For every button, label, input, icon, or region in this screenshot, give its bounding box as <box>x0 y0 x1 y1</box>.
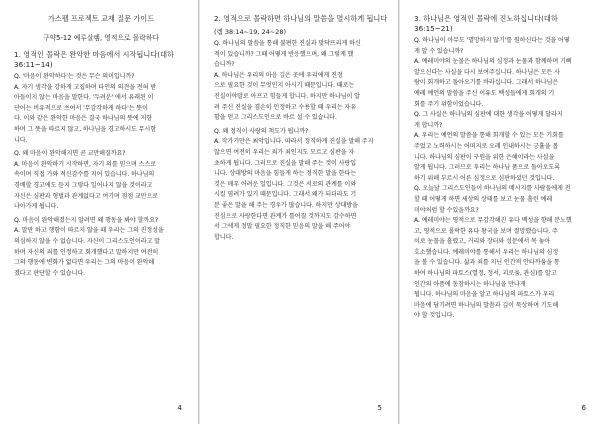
text-line: 아들이지 않는 마음을 말한다. '두려운' 에서 유래된 이 <box>14 94 154 102</box>
text-line: 단어는 비유적으로 쓰여서 '무감각하게 하다'는 뜻이 <box>14 104 148 112</box>
text-line: 인간의 아픔에 동참하시는 하나님을 만나게 <box>414 280 526 288</box>
text-line: 으로 필요한 것이 무엇인지 아시기 때문입니다. 때로는 <box>214 82 355 90</box>
text-line: 주었고 노력하시는 어떠지로 오래 인내하시는 긍휼을 봅 <box>414 142 559 150</box>
text-line: A. 예레미야는 영적으로 무감각해진 유다 백성을 향해 분노했 <box>414 217 572 225</box>
text-line: A. 자기 생각을 강하게 고집하며 타인의 의견을 전혀 받 <box>14 83 157 91</box>
text-line: 미야처럼 할 수있을까요? <box>414 206 479 214</box>
text-line: Q. 마음이 완악해졌는지 알려면 왜 행동을 봐야 할까요? <box>14 216 159 224</box>
text-line: Q. 왜 정직이 사랑의 척도가 됩니까? <box>214 127 309 135</box>
text-line: A. 하나님은 우리의 마음 깊은 곳에 우리에게 진정 <box>214 71 343 79</box>
text-line: 시킬 염려가 있기 때문입니다. 그래서 왜가 되더라도 기 <box>214 191 357 199</box>
text-line: A. 말만 하고 행함이 따르지 않을 때 우리는 그의 진정성을 <box>14 227 164 235</box>
text-line: Q. '마음이 완악하다'는 것은 무슨 의미입니까? <box>14 73 135 80</box>
text-line: 하기 위해 부르시 어른 심정으로 심판하셨던 것입니다. <box>414 174 555 182</box>
text-line: A. 마음이 완악하기 시작하면, 자기 의를 믿으며 스스로 <box>14 160 157 168</box>
text-line: 졌다고 판단할 수 있습니다. <box>14 269 86 277</box>
text-line: 속이며 직접 가와 적신감수를 지어 있습니다. 하나님의 <box>14 171 155 179</box>
text-line: 의심하지 않을 수 없습니다. 자신이 그리스도인이라고 말 <box>14 237 160 245</box>
text-line: 을 볼 수 있습니다. 삶과 죄를 지닌 인간적 안타까움을 통 <box>414 259 560 267</box>
text-line: Q. 하나님이 아무도 '멸망하지 않기'를 원하신다는 것을 어떻 <box>414 37 570 44</box>
text-line: 게 알 수 있습니까? <box>414 47 464 55</box>
text-line: 게 합니까? <box>414 121 443 129</box>
text-line: A. 작가기만은 최악입니다. 따라서 정직하게 진실을 말해 주지 <box>214 138 374 146</box>
section-2-reference: (렘 38:14~19, 24~28) <box>214 28 286 36</box>
text-line: 분 좋은 말을 해 주는 경우가 많습니다. 하지만 상대방을 <box>214 201 358 209</box>
text-line: 니다. <box>14 136 28 144</box>
text-line: 하며 자신의 죄를 인정하고 회개했다고 말하지만 여전히 <box>14 248 159 256</box>
text-line: 이로 눈물을 흘렸고, 거리와 장터와 성문에서 목 놓아 <box>414 238 551 246</box>
text-line: 초하게 됩니다. 그러므로 진실을 말해 주는 것이 사랑입 <box>214 159 357 167</box>
text-line: A. 우리는 예언의 말씀을 통해 회개할 수 있는 모든 기회를 <box>414 132 564 140</box>
section-1-heading: 1. 영적인 몰락은 완악한 마음에서 시작됩니다(대하 36:11~14) <box>14 50 174 69</box>
text-line: 회를 주기 위함이었습니다. <box>414 100 484 108</box>
text-line: 고, 영적으로 몰락한 유다 왕국을 보며 절망했습니다. 주 <box>414 227 558 235</box>
page-4 <box>0 0 199 424</box>
text-line: 니다. 상대방의 마음을 힘들게 하는 정직한 말을 한다는 <box>214 170 357 178</box>
text-line: Q. 왜 마음이 완악해지면 곧 교만해질까요? <box>14 150 126 158</box>
section-1-body <box>14 72 188 279</box>
section-2-body <box>214 39 388 243</box>
text-line: 알으신다는 사실을 다시 보여주십니다. 하나님은 모든 사 <box>414 68 560 76</box>
text-line: 예레 예언의 말씀을 주신 이유도 백성들에게 회개의 기 <box>414 89 555 97</box>
section-2-heading: 2. 영적으로 몰락하면 하나님의 말씀을 멸시하게 됩니다 <box>214 14 388 23</box>
text-line: 할 때 어떻게 하면 세상의 상태를 보고 눈물 흘린 예레 <box>414 195 553 203</box>
text-line: 진실이야말로 아프고 힘들게 합니다. 하지만 하나님이 알 <box>214 92 360 100</box>
text-line: 다. 이와 같은 완악한 마음은 결국 하나님의 뜻에 저항 <box>14 115 153 123</box>
text-line: 서 그에게 정말 필요한 정직한 믿음의 말을 해 주어야 <box>214 223 351 231</box>
text-line: Q. 오늘날 그리스도인들이 하나님의 메시지를 사람들에게 전 <box>414 185 571 193</box>
text-line: 하여 하나님의 파토스(열정, 정서, 괴로움, 관심)를 알고 <box>414 270 557 278</box>
page-number: 4 <box>177 404 182 412</box>
section-3-heading: 3. 하나님은 영적인 몰락에 진노하십니다(대하 36:15~21) <box>414 14 558 33</box>
text-line: 니다. 하나님의 심판이 구원을 위한 은혜이라는 사실을 <box>414 153 555 161</box>
section-3-body <box>414 36 590 322</box>
text-line: 나아가게 됩니다. <box>14 203 59 211</box>
text-line: 알게 됩니다. 그러므로 우리는 하나님 품으로 돌아오도록 <box>414 164 560 172</box>
page-6 <box>400 0 600 424</box>
page-5 <box>200 0 399 424</box>
text-line: 않으면 여전히 우리는 죄가 죄인지도 모르고 심판을 자 <box>214 148 355 156</box>
text-line: 진심으로 사랑한다면 관계가 틀어질 것까지도 감수하면 <box>214 212 357 220</box>
text-line: 호소했습니다. 예레미야를 통해서 우리는 하나님의 심정 <box>414 248 559 256</box>
text-line: 하며 그 뜻을 따르지 않고, 하나님을 경고하시도 무시함 <box>14 125 157 133</box>
text-line: 마음에 담기려면 하나님의 말씀과 깊이 묵상하며 기도해 <box>414 301 559 309</box>
text-line: 려 주신 진실을 겸손히 인정하고 수용할 때 우리는 자유 <box>214 103 357 111</box>
text-line: 그의 행동에 변화가 없다면 우리는 그의 마음이 완악해 <box>14 259 155 267</box>
text-line: 적이 있습니까? 그때 어떻게 반응했으며, 왜 그렇게 했 <box>214 50 354 58</box>
guide-title: 가스펠 프로젝트 교재 질문 가이드 <box>47 14 155 23</box>
text-line: Q. 그 사실은 하나님의 심판에 대한 생각을 어떻게 달라지 <box>414 111 563 119</box>
text-line: Q. 하나님의 말씀을 통해 불편한 진실과 맞닥뜨리게 하신 <box>214 40 361 47</box>
text-line: 것은 매우 어려운 일입니다. 그것은 서로의 관계를 이와 <box>214 180 357 188</box>
page-number: 5 <box>377 404 382 412</box>
page-number: 6 <box>581 404 586 412</box>
text-line: A. 예레미야의 눈물은 하나님의 심정과 눈물과 함께하며 기뻐 <box>414 58 572 66</box>
text-line: 야 할 것입니다. <box>414 312 455 320</box>
text-line: 합니다. <box>214 233 234 241</box>
text-line: 됩니다. 하나님의 마음을 알고 하나님의 파토스가 우리 <box>414 291 555 299</box>
text-line: 자신은 심판과 형벌과 관계없다고 여기며 점점 교만으로 <box>14 192 159 200</box>
lesson-title: 구약5-12 예루살렘, 영적으로 몰락하다 <box>43 34 159 42</box>
text-line: 람이 회개하고 돌아오기를 바라십니다. 그래서 하나님은 <box>414 79 559 87</box>
text-line: 습니까? <box>214 61 235 69</box>
text-line: 함을 얻고 그리스도인으로 바르 설 수 있습니다. <box>214 114 337 122</box>
text-line: 경배할 경고에도 듣지 그렇다 일어나지 않을 것이라고 <box>14 181 153 189</box>
